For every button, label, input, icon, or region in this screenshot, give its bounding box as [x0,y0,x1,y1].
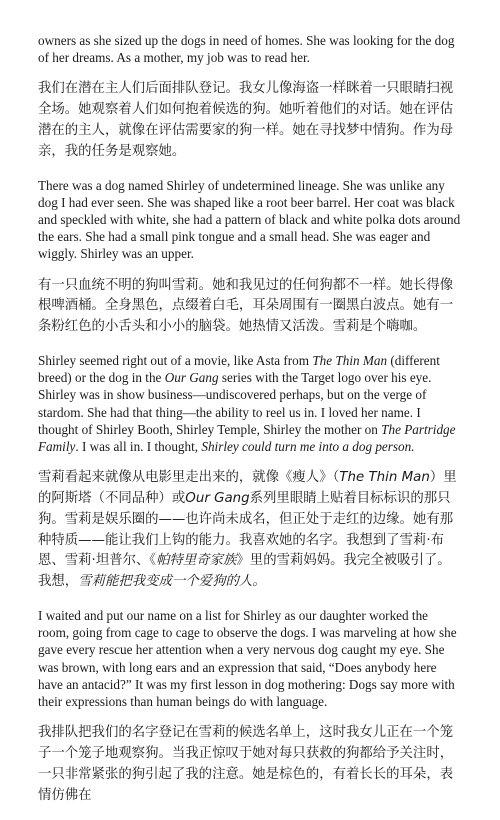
italic-text: 雪莉能把我变成一个爱狗的人。 [78,574,266,590]
chinese-paragraph [38,723,462,806]
italic-text: Our Gang [185,491,250,507]
text-run: 系列里眼睛上贴着目标标识的那只狗。雪莉是娱乐圈的——也许尚未成名，但正处于走红的边缘。她有那种特质——能让我们上钩的能力。我喜欢她的名字。我想到了雪莉·布恩、雪莉·坦普尔、《 [38,491,454,569]
italic-text: Our Gang [164,370,219,386]
text-run: (different breed) or the dog in the [38,353,440,386]
italic-text: The Thin Man [339,470,430,486]
text-run: 我排队把我们的名字登记在雪莉的候选名单上，这时我女儿正在一个笼子一个笼子地观察狗。当我正惊叹于她对每只获救的狗都给予关注时，一只非常紧张的狗引起了我的注意。她是棕色的，有着长长的耳朵，表情仿佛在 [38,725,454,803]
text-run: 雪莉看起来就像从电影里走出来的，就像《瘦人》（ [38,470,340,486]
text-run: There was a dog named Shirley of undetermined lineage. She was unlike any dog I had ever seen. She was shaped like a root beer barrel. Her coat was black and speckled with white, she had a pattern of black and white polka dots around the ears. She had a small pink tongue and a small head. She was eager and wiggly. Shirley was an upper. [38,177,461,262]
text-run: 》里的雪莉妈妈。我完全被吸引了。我想， [38,553,451,590]
text-run: I waited and put our name on a list for Shirley as our daughter worked the room, going from cage to cage to observe the dogs. I was marveling at how she gave every rescue her attention when a very nervous dog caught my eye. She was brown, with long ears and an expression that said, “Does anybody here have an antacid?” It was my first lesson in dog mothering: Dogs say more with their expressions than human beings do with language. [38,608,457,710]
english-paragraph [38,32,462,66]
english-paragraph [38,607,462,710]
english-paragraph [38,177,462,263]
chinese-paragraph [38,468,462,593]
document-page [38,32,462,820]
english-paragraph [38,352,462,455]
text-run: owners as she sized up the dogs in need of homes. She was looking for the dog of her dreams. As a mother, my job was to read her. [38,33,455,66]
text-run: 我们在潜在主人们后面排队登记。我女儿像海盗一样眯着一只眼睛扫视全场。她观察着人们如何抱着候选的狗。她听着他们的对话。她在评估潜在的主人，就像在评估需要家的狗一样。她在寻找梦中情狗。作为母亲，我的任务是观察她。 [38,81,454,159]
text-run: ）里的阿斯塔（不同品种）或 [38,470,457,507]
chinese-paragraph [38,276,462,338]
chinese-paragraph [38,79,462,162]
italic-text: The Thin Man [312,353,388,368]
text-run: series with the Target logo over his eye. Shirley was in show business—undiscovered perhaps, but on the verge of stardom. She had that thing—the ability to reel us in. I loved her name. I thought of Shirley Booth, Shirley Temple, Shirley the mother on [38,370,432,437]
text-run: Shirley seemed right out of a movie, like Asta from [38,353,313,368]
text-run: . I was all in. I thought, [75,439,202,455]
italic-text: The Partridge Family [38,421,456,455]
text-run: 有一只血统不明的狗叫雪莉。她和我见过的任何狗都不一样。她长得像根啤酒桶。全身黑色，点缀着白毛，耳朵周围有一圈黑白波点。她有一条粉红色的小舌头和小小的脑袋。她热情又活泼。雪莉是个嗨咖。 [38,277,454,335]
italic-text: 帕特里奇家族 [156,553,237,569]
italic-text: Shirley could turn me into a dog person. [201,439,415,455]
